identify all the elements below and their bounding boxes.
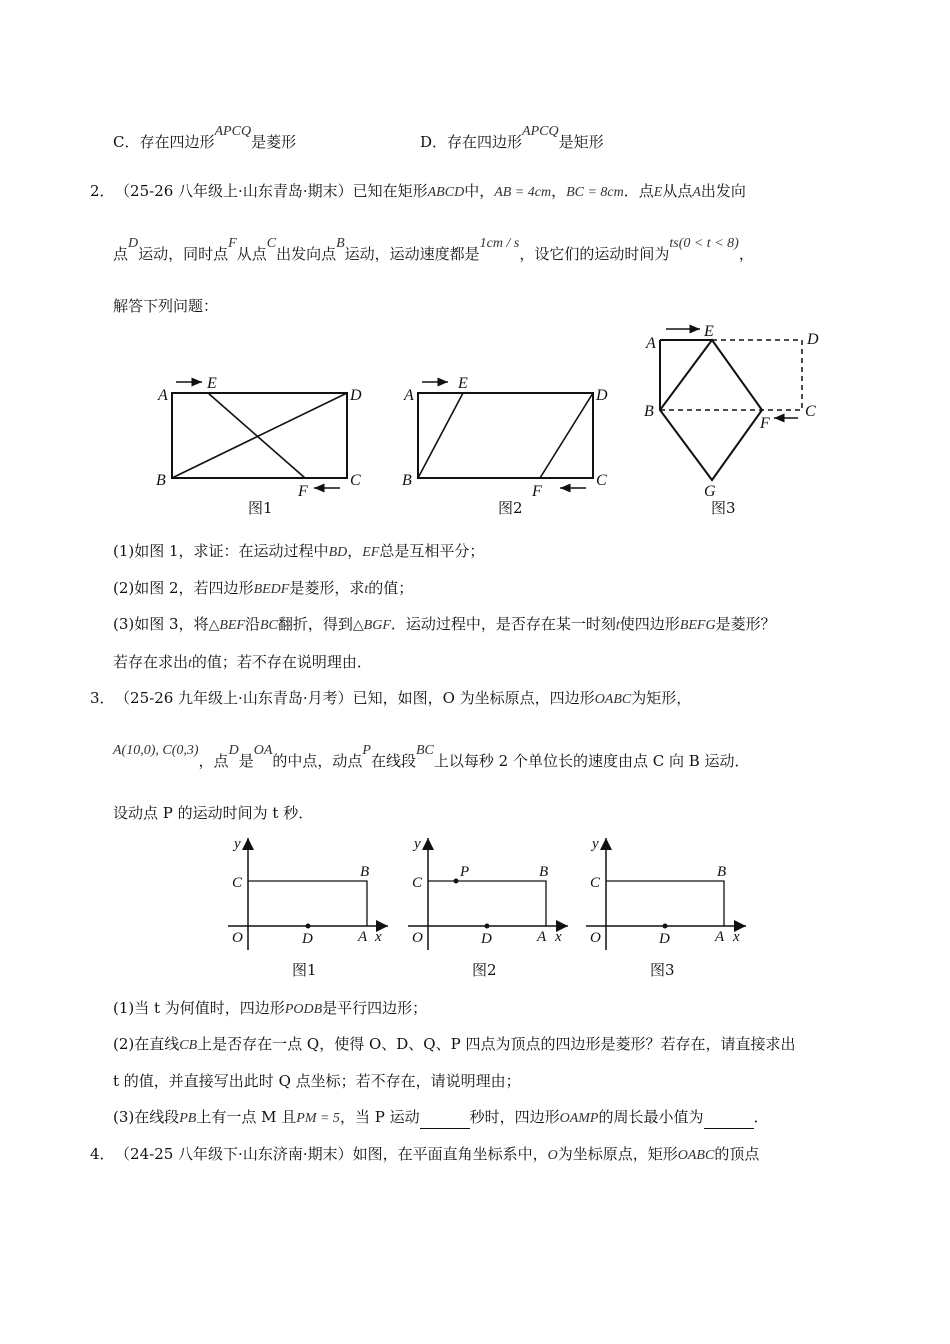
answer-blank-2[interactable] <box>704 1114 754 1129</box>
q3-fig2-label-b: B <box>539 864 549 880</box>
q3-fig3-label-c: C <box>590 875 601 891</box>
q3-fig2-label-c: C <box>412 875 423 891</box>
q3-line3: 设动点 P 的运动时间为 t 秒． <box>113 804 314 822</box>
q3-line2: A(10,0), C(0,3)，点D是OA的中点，动点P在线段BC上以每秒 2 个单位长的速度由点 C 向 B 运动． <box>113 743 750 770</box>
q3-fig2-label-x: x <box>555 929 562 945</box>
q2-part3-cont: 若存在求出t的值；若不存在说明理由． <box>113 653 372 671</box>
q2-fig2-caption: 图2 <box>498 499 523 517</box>
q3-fig1-label-d: D <box>302 931 313 947</box>
q2-fig2 <box>402 375 608 517</box>
q3-fig1-label-o: O <box>232 930 243 946</box>
q2-line1: 2． （25-26 八年级上·山东青岛·期末）已知在矩形ABCD中，AB = 4cm，BC = 8cm．点E从点A出发向 <box>90 182 746 200</box>
q3-part2-cont: t 的值，并直接写出此时 Q 点坐标；若不存在，请说明理由； <box>113 1072 521 1090</box>
q3-figures <box>220 830 760 985</box>
q2-fig1-label-d: D <box>350 387 362 404</box>
q2-line3: 解答下列问题： <box>113 297 219 315</box>
q3-fig3-label-x: x <box>733 929 740 945</box>
q2-fig3-label-b: B <box>644 403 654 420</box>
q2-fig1-label-f: F <box>298 483 308 500</box>
q2-fig3-caption: 图3 <box>711 499 736 517</box>
q2-fig2-label-d: D <box>596 387 608 404</box>
q3-fig3-label-o: O <box>590 930 601 946</box>
option-c: C．存在四边形APCQ是菱形 <box>113 124 297 151</box>
q2-fig1-label-b: B <box>156 472 166 489</box>
q3-part3: (3)在线段PB上有一点 M 且PM = 5，当 P 运动 秒时，四边形OAMP的周长最小值为 ． <box>113 1107 769 1129</box>
q2-fig3-label-a: A <box>646 335 656 352</box>
q3-fig1-caption: 图1 <box>292 961 317 979</box>
q3-fig1-label-x: x <box>375 929 382 945</box>
q3-fig2-label-p: P <box>460 864 470 880</box>
option-d: D．存在四边形APCQ是矩形 <box>420 124 604 151</box>
q3-fig1-label-c: C <box>232 875 243 891</box>
q2-part2: (2)如图 2，若四边形BEDF是菱形，求t的值； <box>113 579 414 597</box>
answer-blank-1[interactable] <box>420 1114 470 1129</box>
q2-fig2-label-f: F <box>532 483 542 500</box>
q3-part1: (1)当 t 为何值时，四边形PODB是平行四边形； <box>113 999 428 1017</box>
q2-figures-1-2 <box>150 370 620 520</box>
q4-line1: 4． （24-25 八年级下·山东济南·期末）如图，在平面直角坐标系中，O为坐标原点，矩形OABC的顶点 <box>90 1145 760 1163</box>
q2-fig1 <box>156 375 362 517</box>
q3-fig3-label-y: y <box>592 836 599 852</box>
q2-fig2-label-e: E <box>458 375 468 392</box>
q3-fig3-label-a: A <box>715 929 725 945</box>
q2-fig3-label-d: D <box>807 331 819 348</box>
q3-fig2-label-a: A <box>537 929 547 945</box>
q2-fig2-label-a: A <box>404 387 414 404</box>
q3-fig1 <box>228 836 388 979</box>
q3-fig3 <box>586 836 746 979</box>
q3-fig1-label-b: B <box>360 864 370 880</box>
q2-fig1-label-c: C <box>350 472 361 489</box>
q2-fig3-label-c: C <box>805 403 816 420</box>
q2-fig3 <box>640 320 840 520</box>
q2-part3: (3)如图 3，将△BEF沿BC翻折，得到△BGF．运动过程中，是否存在某一时刻t使四边形BEFG是菱形？ <box>113 615 776 633</box>
q2-fig3-label-e: E <box>704 323 714 340</box>
q3-fig1-label-a: A <box>358 929 368 945</box>
q3-fig2-caption: 图2 <box>472 961 497 979</box>
q3-fig3-label-b: B <box>717 864 727 880</box>
q2-fig2-label-c: C <box>596 472 607 489</box>
q3-fig1-label-y: y <box>234 836 241 852</box>
q3-fig2-label-y: y <box>414 836 421 852</box>
q3-fig2 <box>408 836 568 979</box>
q3-line1: 3． （25-26 九年级上·山东青岛·月考）已知，如图，O 为坐标原点，四边形OABC为矩形， <box>90 689 692 707</box>
q2-fig3-label-g: G <box>704 483 716 500</box>
q2-part1: (1)如图 1，求证：在运动过程中BD，EF总是互相平分； <box>113 542 485 560</box>
q2-fig2-label-b: B <box>402 472 412 489</box>
q3-fig3-caption: 图3 <box>650 961 675 979</box>
q3-part2: (2)在直线CB上是否存在一点 Q，使得 O、D、Q、P 四点为顶点的四边形是菱形？若存在，请直接求出 <box>113 1035 796 1053</box>
q2-fig3-label-f: F <box>760 415 770 432</box>
q2-fig1-label-e: E <box>207 375 217 392</box>
q2-fig1-caption: 图1 <box>248 499 273 517</box>
q3-fig2-label-o: O <box>412 930 423 946</box>
q3-fig2-label-d: D <box>481 931 492 947</box>
q2-fig1-label-a: A <box>158 387 168 404</box>
q2-line2: 点D运动，同时点F从点C出发向点B运动，运动速度都是1cm / s，设它们的运动时间为ts(0 < t < 8)， <box>113 236 754 263</box>
q3-fig3-label-d: D <box>659 931 670 947</box>
